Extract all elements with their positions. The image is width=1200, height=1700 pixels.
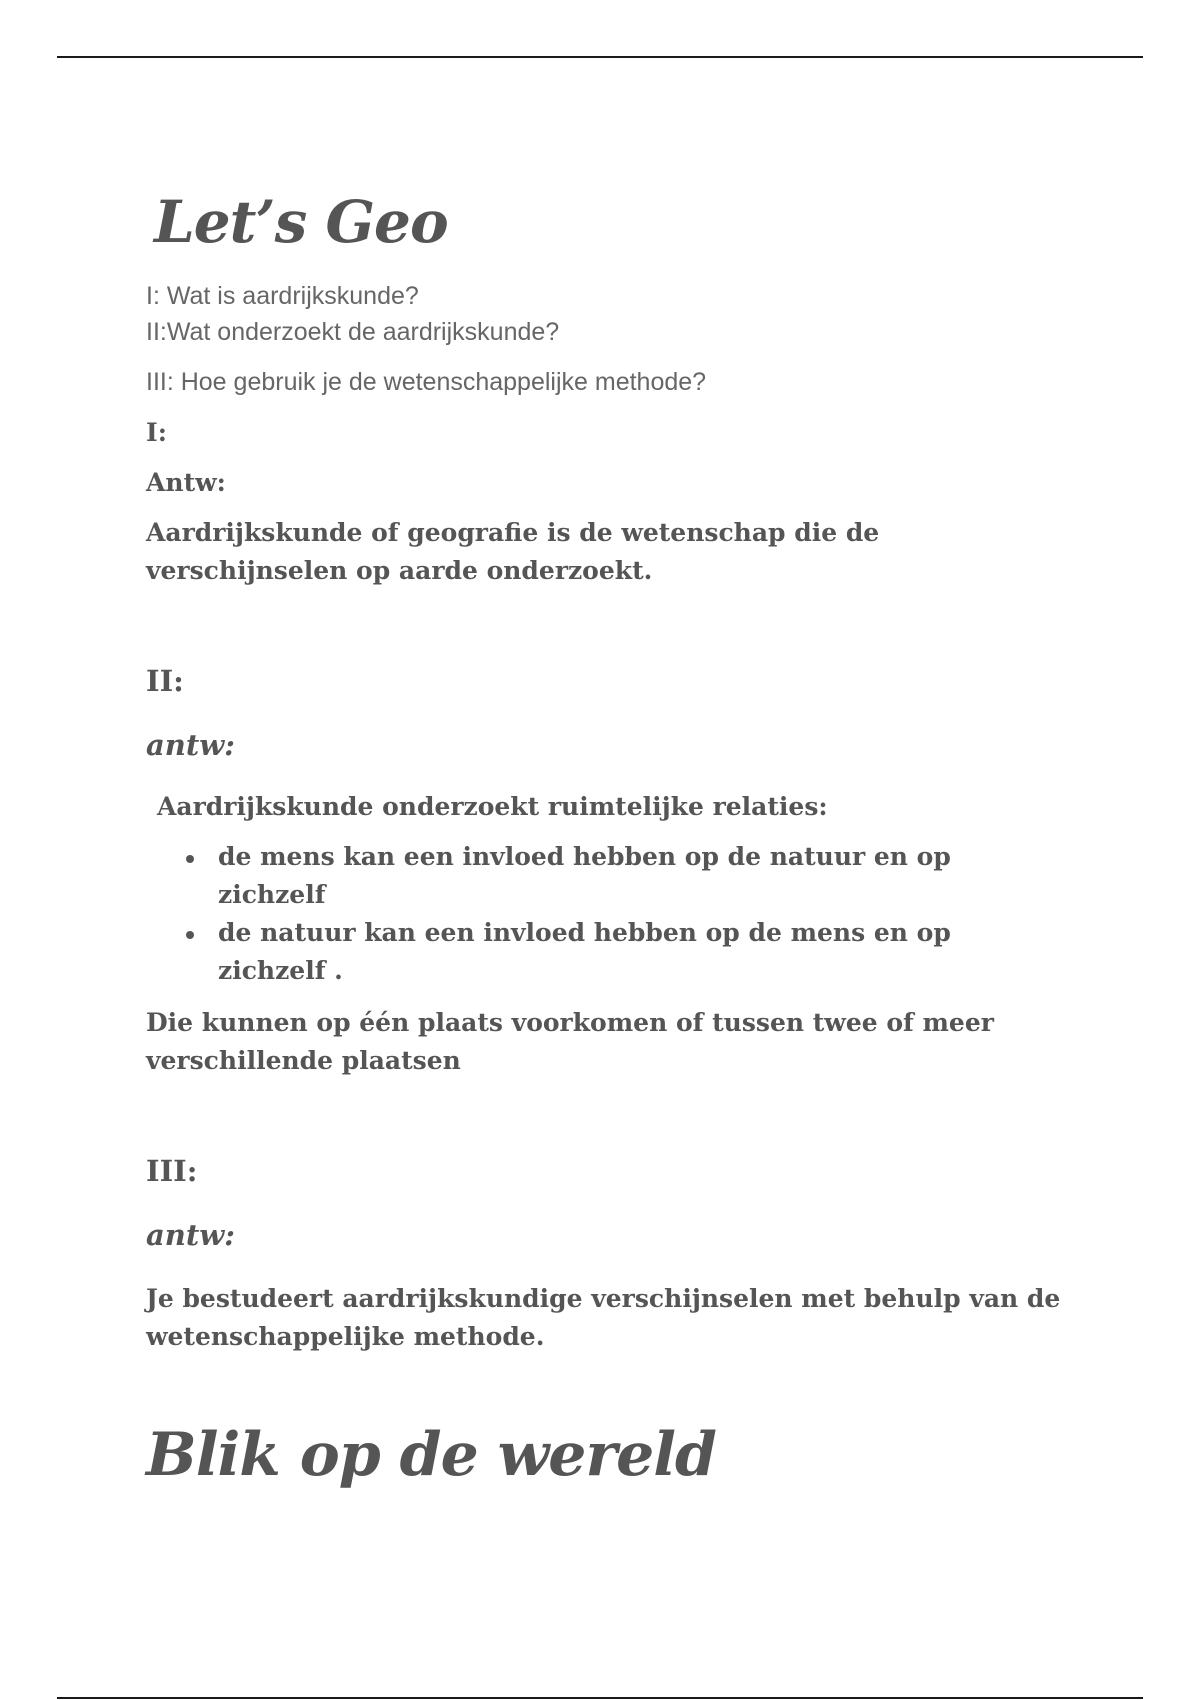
bottom-rule (57, 1697, 1143, 1699)
section-2-outro: Die kunnen op één plaats voorkomen of tussen twee of meer verschillende plaatsen (146, 1008, 994, 1075)
section-2-bullet-list (146, 838, 1076, 990)
bullet-dot-icon (186, 855, 194, 863)
question-2: II:Wat onderzoekt de aardrijkskunde? (146, 318, 560, 346)
section-1-label: I: (146, 418, 167, 447)
bullet-text: de natuur kan een invloed hebben op de mens en op zichzelf . (218, 918, 951, 985)
question-3: III: Hoe gebruik je de wetenschappelijke methode? (146, 368, 707, 396)
bullet-dot-icon (186, 931, 194, 939)
section-2-label: II: (146, 664, 184, 698)
question-1: I: Wat is aardrijkskunde? (146, 282, 419, 310)
list-item (146, 838, 1038, 914)
page-title: Let’s Geo (154, 188, 448, 256)
section-2-answer-label: antw: (146, 728, 235, 762)
section-2-intro: Aardrijkskunde onderzoekt ruimtelijke relaties: (157, 792, 828, 821)
section-1-answer: Aardrijkskunde of geografie is de wetenschap die de verschijnselen op aarde onderzoekt. (146, 518, 880, 585)
section-1-answer-label: Antw: (146, 468, 226, 497)
top-rule (57, 56, 1143, 58)
section-3-answer-label: antw: (146, 1218, 235, 1252)
footer-title: Blik op de wereld (146, 1420, 716, 1490)
bullet-text: de mens kan een invloed hebben op de natuur en op zichzelf (218, 842, 951, 909)
section-3-label: III: (146, 1154, 198, 1188)
section-3-answer: Je bestudeert aardrijkskundige verschijnselen met behulp van de wetenschappelijke methode. (146, 1284, 1061, 1351)
list-item (146, 914, 1038, 990)
